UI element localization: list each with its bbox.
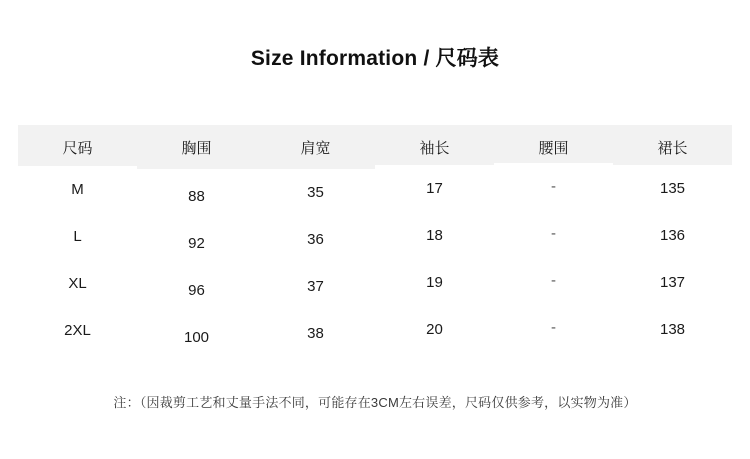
measurement-note: 注：（因裁剪工艺和丈量手法不同，可能存在3CM左右误差，尺码仅供参考，以实物为准） [113,395,637,410]
table-row [18,216,732,263]
table-row [18,310,732,357]
page-title [0,42,750,72]
column-header-bust: 胸围 [137,125,256,169]
cell-shoulder: 36 [256,216,375,263]
cell-waist: - [494,210,613,257]
cell-sleeve: 17 [375,165,494,212]
column-header-shoulder: 肩宽 [256,125,375,169]
cell-size: M [18,166,137,213]
page-title-separator: / [423,47,430,70]
cell-length: 136 [613,212,732,259]
table-header-row [18,125,732,169]
cell-length: 137 [613,259,732,306]
cell-sleeve: 19 [375,259,494,306]
cell-size: L [18,213,137,260]
column-header-sleeve: 袖长 [375,125,494,169]
column-header-waist: 腰围 [494,125,613,169]
cell-shoulder: 37 [256,263,375,310]
cell-length: 135 [613,165,732,212]
cell-bust: 100 [137,314,256,361]
column-header-size: 尺码 [18,125,137,169]
cell-sleeve: 20 [375,306,494,353]
cell-size: XL [18,260,137,307]
cell-shoulder: 35 [256,169,375,216]
size-table [18,125,732,357]
cell-bust: 88 [137,173,256,220]
cell-bust: 96 [137,267,256,314]
cell-size: 2XL [18,307,137,354]
size-table-body [18,169,732,357]
cell-bust: 92 [137,220,256,267]
page-title-chinese: 尺码表 [435,47,500,70]
cell-shoulder: 38 [256,310,375,357]
size-table-header [18,125,732,169]
table-row [18,169,732,216]
cell-waist: - [494,257,613,304]
cell-waist: - [494,163,613,210]
page-title-english: Size Information [250,47,418,70]
table-row [18,263,732,310]
cell-length: 138 [613,306,732,353]
column-header-length: 裙长 [613,125,732,169]
cell-sleeve: 18 [375,212,494,259]
cell-waist: - [494,304,613,351]
